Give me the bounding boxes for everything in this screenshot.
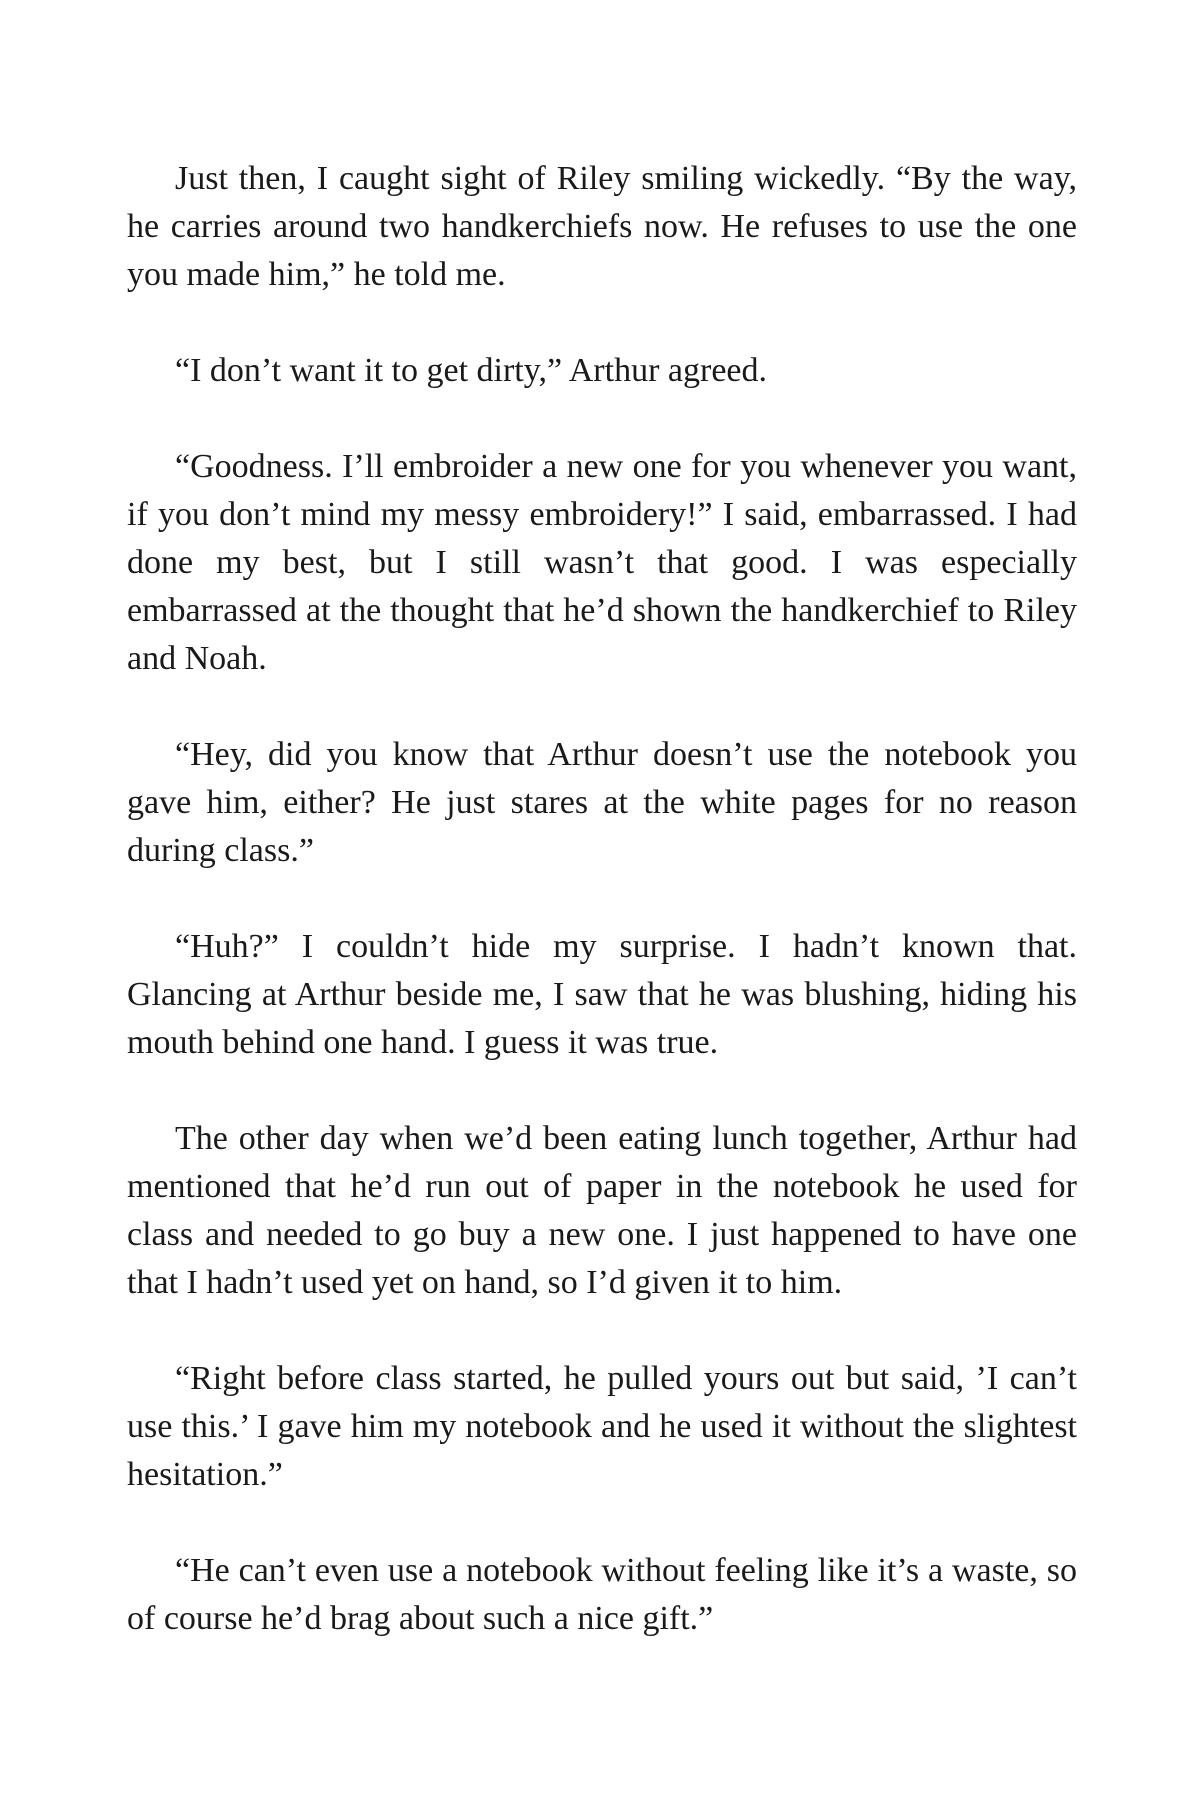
paragraph: The other day when we’d been eating lunch together, Arthur had mentioned that he’d run out of paper in the notebook he used for class and needed to go buy a new one. I just happened to have one that I hadn’t used yet on hand, so I’d given it to him. bbox=[127, 1120, 1077, 1301]
paragraph: “He can’t even use a notebook without feeling like it’s a waste, so of course he’d brag about such a nice gift.” bbox=[127, 1552, 1077, 1637]
book-page-text bbox=[127, 155, 1077, 1643]
paragraph: “I don’t want it to get dirty,” Arthur agreed. bbox=[175, 352, 767, 389]
paragraph: Just then, I caught sight of Riley smiling wickedly. “By the way, he carries around two handkerchiefs now. He refuses to use the one you made him,” he told me. bbox=[127, 160, 1077, 293]
paragraph: “Goodness. I’ll embroider a new one for you whenever you want, if you don’t mind my messy embroidery!” I said, embarrassed. I had done my best, but I still wasn’t that good. I was especially embarrassed at the thought that he’d shown the handkerchief to Riley and Noah. bbox=[127, 448, 1077, 677]
paragraph: “Huh?” I couldn’t hide my surprise. I hadn’t known that. Glancing at Arthur beside me, I saw that he was blushing, hiding his mouth behind one hand. I guess it was true. bbox=[127, 928, 1077, 1061]
paragraph: “Right before class started, he pulled yours out but said, ’I can’t use this.’ I gave him my notebook and he used it without the slightest hesitation.” bbox=[127, 1360, 1077, 1493]
paragraph: “Hey, did you know that Arthur doesn’t use the notebook you gave him, either? He just stares at the white pages for no reason during class.” bbox=[127, 736, 1077, 869]
